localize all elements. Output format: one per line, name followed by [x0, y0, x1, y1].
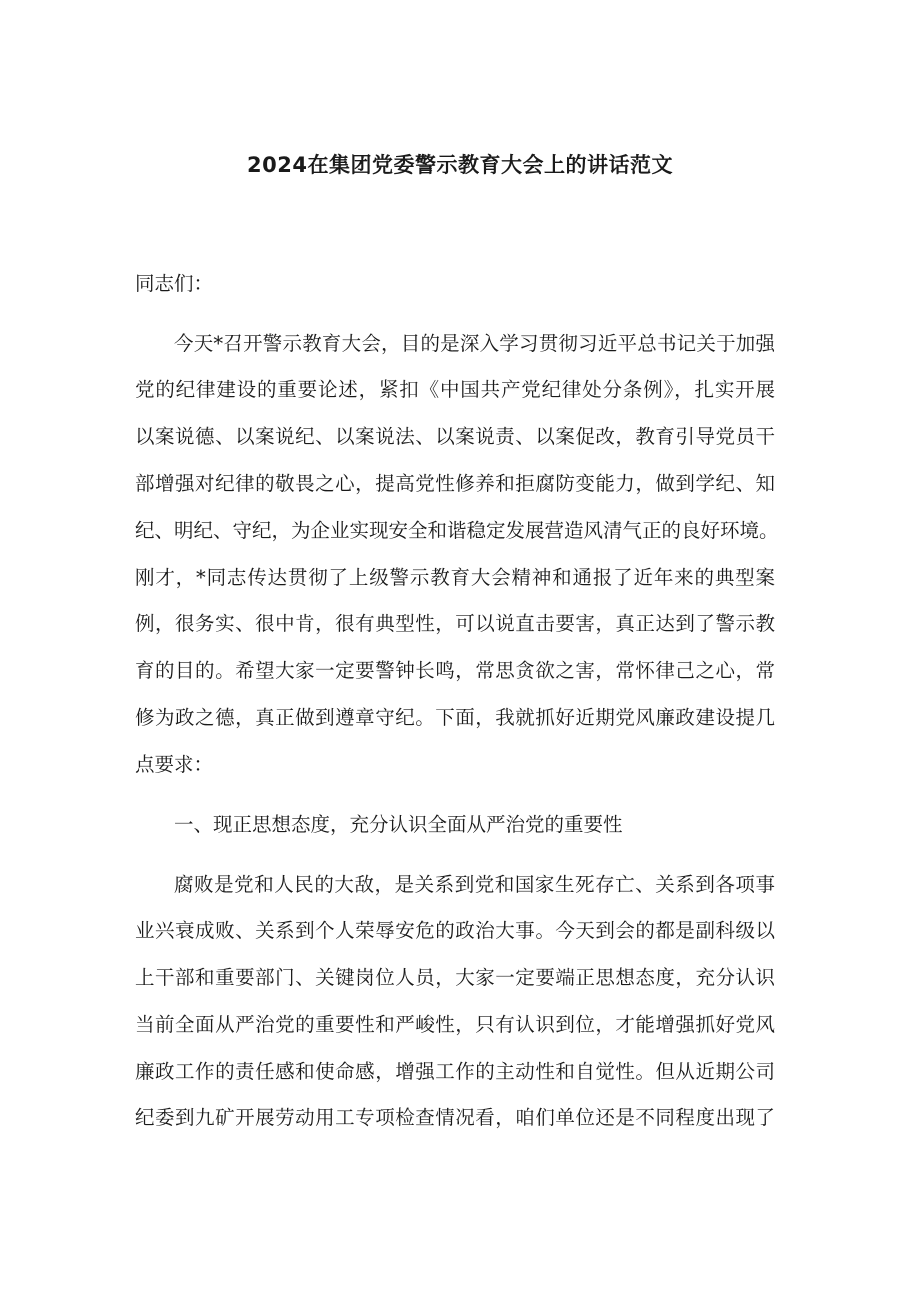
section-heading: 一、现正思想态度，充分认识全面从严治党的重要性 — [174, 813, 623, 836]
paragraph-line: 纪、明纪、守纪，为企业实现安全和谐稳定发展营造风清气正的良好环境。 — [135, 519, 779, 542]
paragraph-line: 刚才，*同志传达贯彻了上级警示教育大会精神和通报了近年来的典型案 — [135, 566, 775, 589]
paragraph-line: 部增强对纪律的敬畏之心，提高党性修养和拒腐防变能力，做到学纪、知 — [135, 472, 775, 495]
paragraph-line: 业兴衰成败、关系到个人荣辱安危的政治大事。今天到会的都是副科级以 — [135, 919, 775, 942]
paragraph-line: 腐败是党和人民的大敌，是关系到党和国家生死存亡、关系到各项事 — [174, 873, 775, 896]
paragraph-line: 纪委到九矿开展劳动用工专项检查情况看，咱们单位还是不同程度出现了 — [135, 1106, 775, 1129]
paragraph-line: 当前全面从严治党的重要性和严峻性，只有认识到位，才能增强抓好党风 — [135, 1013, 775, 1036]
paragraph-line: 例，很务实、很中肯，很有典型性，可以说直击要害，真正达到了警示教 — [135, 612, 775, 635]
paragraph-line: 修为政之德，真正做到遵章守纪。下面，我就抓好近期党风廉政建设提几 — [135, 706, 775, 729]
paragraph-line: 今天*召开警示教育大会，目的是深入学习贯彻习近平总书记关于加强 — [174, 332, 775, 355]
paragraph-line: 党的纪律建设的重要论述，紧扣《中国共产党纪律处分条例》，扎实开展 — [135, 378, 775, 401]
document-title: 2024在集团党委警示教育大会上的讲话范文 — [247, 153, 673, 177]
paragraph-line: 育的目的。希望大家一定要警钟长鸣，常思贪欲之害，常怀律己之心，常 — [135, 659, 775, 682]
paragraph-line: 廉政工作的责任感和使命感，增强工作的主动性和自觉性。但从近期公司 — [135, 1060, 775, 1083]
paragraph-line: 点要求： — [135, 753, 214, 776]
paragraph-line: 以案说德、以案说纪、以案说法、以案说责、以案促改，教育引导党员干 — [135, 425, 775, 448]
salutation: 同志们： — [135, 272, 214, 295]
paragraph-line: 上干部和重要部门、关键岗位人员，大家一定要端正思想态度，充分认识 — [135, 966, 775, 989]
